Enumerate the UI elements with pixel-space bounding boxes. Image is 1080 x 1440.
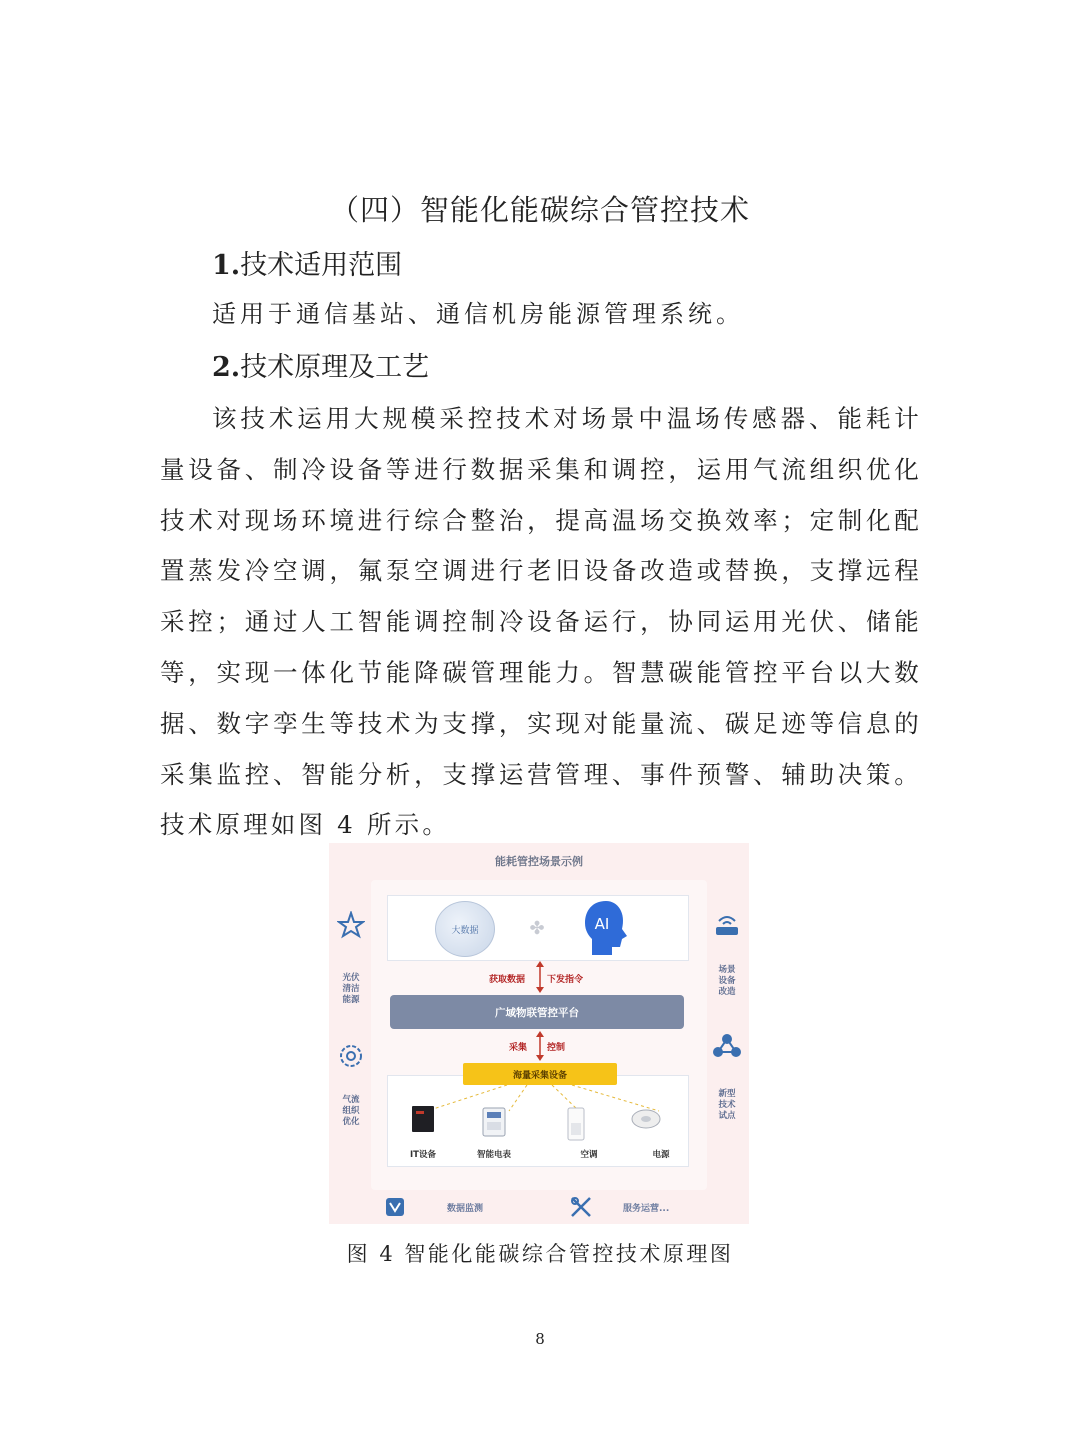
scope-heading [212,243,402,282]
it-device-icon [411,1105,435,1135]
bottom-label-monitor: 数据监测 [447,1204,484,1214]
left-label-airflow: 气流 组织 优化 [342,1095,360,1127]
right-label-device: 场景 设备 改造 [718,965,736,997]
power-label: 电源 [652,1150,670,1160]
collection-device-bar: 海量采集设备 [463,1063,617,1085]
scope-text: 适用于通信基站、通信机房能源管理系统。 [212,300,744,328]
network-icon [713,1033,741,1059]
collect-label: 采集 [509,1043,528,1053]
data-monitor-icon [385,1197,405,1217]
power-icon [631,1109,661,1131]
service-tools-icon [569,1195,593,1219]
bottom-label-service: 服务运营... [623,1204,670,1214]
solar-star-icon [337,911,365,939]
bigdata-globe [435,901,495,957]
send-command-label: 下发指令 [547,975,584,985]
section-title: （四）智能化能碳综合管控技术 [329,193,750,227]
iot-platform-bar: 广域物联管控平台 [390,995,684,1029]
scope-heading-number: 1. [212,250,241,281]
figure-title: 能耗管控场景示例 [495,855,583,868]
principle-paragraph: 该技术运用大规模采控技术对场景中温场传感器、能耗计量设备、制冷设备等进行数据采集和调控，运用气流组织优化技术对现场环境进行综合整治，提高温场交换效率；定制化配置蒸发冷空调，氟泵空调进行老旧设备改造或替换，支撑远程采控；通过人工智能调控制冷设备运行，协同运用光伏、储能等，实现一体化节能降碳管理能力。智慧碳能管控平台以大数据、数字孪生等技术为支撑，实现对能量流、碳足迹等信息的采集监控、智能分析，支撑运营管理、事件预警、辅助决策。技术原理如图 4 所示。 [160,404,922,840]
smart-meter-label: 智能电表 [476,1150,511,1160]
principle-figure [329,843,749,1224]
control-arrow-icon [534,1031,546,1061]
principle-heading-text: 技术原理及工艺 [240,352,430,383]
get-data-label: 获取数据 [489,975,526,985]
smart-meter-icon [482,1107,506,1137]
figure-caption: 图 4 智能化能碳综合管控技术原理图 [346,1242,734,1266]
ai-label: AI [594,915,610,933]
air-conditioner-label: 空调 [580,1150,598,1160]
air-conditioner-icon [567,1107,585,1141]
left-label-solar: 光伏 清洁 能源 [342,973,360,1005]
airflow-gear-icon [338,1043,364,1069]
scope-heading-text: 技术适用范围 [240,250,403,281]
page-number: 8 [535,1330,545,1348]
control-label: 控制 [547,1043,566,1053]
right-label-tech: 新型 技术 试点 [718,1089,736,1121]
ai-head-icon [582,899,630,957]
bigdata-label: 大数据 [451,925,479,936]
puzzle-icon: ✤ [529,918,545,939]
router-icon [713,911,741,937]
data-arrow-icon [534,961,546,993]
principle-heading-number: 2. [212,352,241,383]
principle-heading [212,345,429,384]
it-device-label: IT设备 [410,1150,436,1160]
